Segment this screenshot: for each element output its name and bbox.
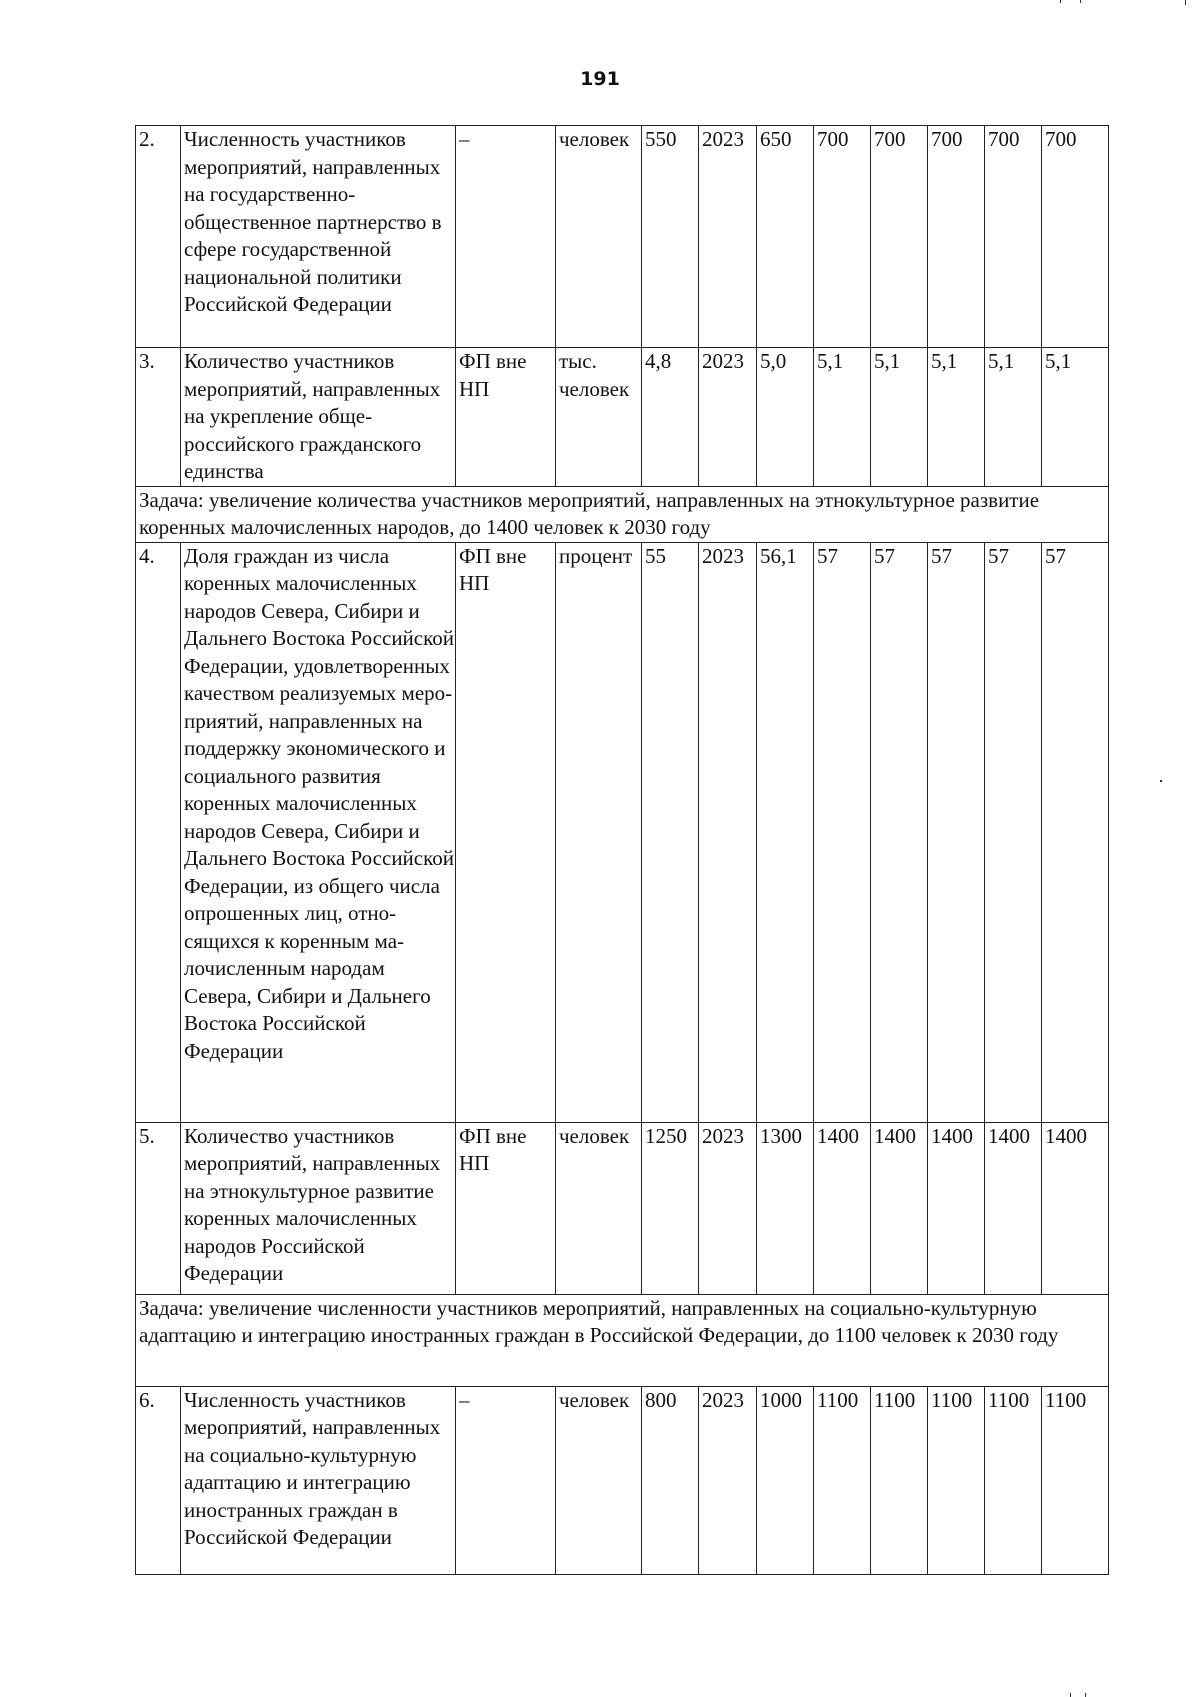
indicator-name: Численность участников мероприятий, направленных на государственно-общественное партнерство в сфере государственной национальной политики Российской Федерации [181, 126, 456, 348]
indicator-name: Численность участников мероприятий, направленных на социально-культурную адаптацию и интеграцию иностранных граждан в Российской Федерации [181, 1386, 456, 1574]
base-value: 55 [642, 542, 699, 1122]
target-value: 5,1 [928, 348, 985, 487]
indicator-source: – [456, 1386, 556, 1574]
row-number: 3. [136, 348, 181, 487]
target-value: 5,1 [1042, 348, 1109, 487]
target-value: 57 [814, 542, 871, 1122]
target-value: 5,1 [871, 348, 928, 487]
base-year: 2023 [699, 1122, 757, 1294]
target-value: 1100 [871, 1386, 928, 1574]
target-value: 700 [814, 126, 871, 348]
indicator-source: ФП вне НП [456, 1122, 556, 1294]
target-value: 1400 [871, 1122, 928, 1294]
indicator-source: ФП вне НП [456, 348, 556, 487]
indicator-unit: человек [556, 1122, 642, 1294]
row-number: 5. [136, 1122, 181, 1294]
target-value: 1100 [814, 1386, 871, 1574]
target-value: 5,1 [814, 348, 871, 487]
target-value: 1400 [1042, 1122, 1109, 1294]
indicator-row [136, 1386, 1109, 1574]
target-value: 700 [928, 126, 985, 348]
target-value: 57 [1042, 542, 1109, 1122]
indicator-row [136, 126, 1109, 348]
base-value: 800 [642, 1386, 699, 1574]
scan-mark [1185, 0, 1186, 5]
scan-mark [1160, 780, 1162, 782]
indicator-unit: человек [556, 1386, 642, 1574]
indicator-source: ФП вне НП [456, 542, 556, 1122]
base-year: 2023 [699, 542, 757, 1122]
target-value: 1100 [928, 1386, 985, 1574]
target-value: 1000 [757, 1386, 814, 1574]
task-row [136, 1294, 1109, 1386]
indicator-name: Количество участников мероприятий, направленных на укрепление общероссийского гражданского единства [181, 348, 456, 487]
base-year: 2023 [699, 1386, 757, 1574]
base-value: 1250 [642, 1122, 699, 1294]
target-value: 5,0 [757, 348, 814, 487]
indicator-row [136, 1122, 1109, 1294]
base-value: 4,8 [642, 348, 699, 487]
indicator-name: Доля граждан из числа коренных малочисленных народов Севера, Сибири и Дальнего Востока Российской Федерации, удовлетворенных качеством реализуемых мероприятий, направленных на поддержку экономического и социального развития коренных малочисленных народов Севера, Сибири и Дальнего Востока Российской Федерации, из общего числа опрошенных лиц, относящихся к коренным малочисленным народам Севера, Сибири и Дальнего Востока Российской Федерации [181, 542, 456, 1122]
row-number: 4. [136, 542, 181, 1122]
indicator-row [136, 348, 1109, 487]
target-value: 56,1 [757, 542, 814, 1122]
base-value: 550 [642, 126, 699, 348]
target-value: 1100 [985, 1386, 1042, 1574]
indicator-source: – [456, 126, 556, 348]
task-text: Задача: увеличение численности участников мероприятий, направленных на социально-культурную адаптацию и интеграцию иностранных граждан в Российской Федерации, до 1100 человек к 2030 году [136, 1294, 1109, 1386]
task-text: Задача: увеличение количества участников мероприятий, направленных на этнокультурное развитие коренных малочисленных народов, до 1400 человек к 2030 году [136, 486, 1109, 542]
scan-mark [1080, 0, 1081, 3]
target-value: 1300 [757, 1122, 814, 1294]
target-value: 5,1 [985, 348, 1042, 487]
scan-mark [1060, 0, 1061, 3]
scan-mark [1070, 1693, 1071, 1697]
target-value: 650 [757, 126, 814, 348]
indicator-unit: процент [556, 542, 642, 1122]
indicator-name: Количество участников мероприятий, направленных на этнокультурное развитие коренных малочисленных народов Российской Федерации [181, 1122, 456, 1294]
target-value: 700 [985, 126, 1042, 348]
indicator-unit: человек [556, 126, 642, 348]
indicator-row [136, 542, 1109, 1122]
target-value: 1100 [1042, 1386, 1109, 1574]
base-year: 2023 [699, 126, 757, 348]
indicators-table [135, 125, 1109, 1575]
page-number: 191 [580, 68, 620, 90]
row-number: 2. [136, 126, 181, 348]
target-value: 1400 [928, 1122, 985, 1294]
indicator-unit: тыс. человек [556, 348, 642, 487]
target-value: 1400 [985, 1122, 1042, 1294]
task-row [136, 486, 1109, 542]
target-value: 1400 [814, 1122, 871, 1294]
target-value: 57 [928, 542, 985, 1122]
target-value: 700 [871, 126, 928, 348]
scan-mark [1085, 1693, 1086, 1697]
base-year: 2023 [699, 348, 757, 487]
target-value: 57 [871, 542, 928, 1122]
target-value: 700 [1042, 126, 1109, 348]
target-value: 57 [985, 542, 1042, 1122]
row-number: 6. [136, 1386, 181, 1574]
